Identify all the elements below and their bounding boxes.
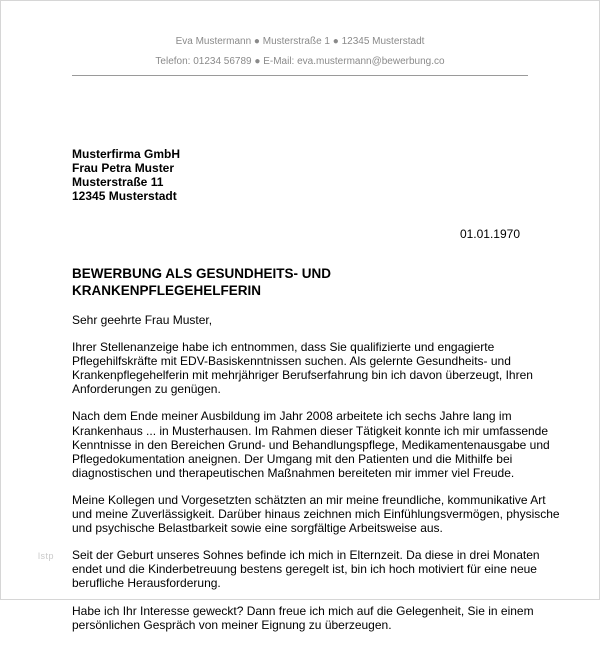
paragraph-line: endet und die Kinderbetreuung bestens geregelt ist, bin ich hoch motiviert für eine neue bbox=[72, 562, 537, 577]
letter-body bbox=[72, 313, 560, 645]
paragraph-line: Nach dem Ende meiner Ausbildung im Jahr 2008 arbeitete ich sechs Jahre lang im bbox=[72, 409, 512, 424]
body-paragraph bbox=[72, 604, 532, 632]
header-divider bbox=[72, 75, 528, 76]
subject-line: KRANKENPFLEGEHELFERIN bbox=[72, 283, 262, 298]
paragraph-line: Meine Kollegen und Vorgesetzten schätzten an mir meine freundliche, kommunikative Art bbox=[72, 492, 546, 507]
paragraph-line: Pflegehilfskräfte mit EDV-Basiskenntnissen suchen. Als gelernte Gesundheits- und bbox=[72, 354, 511, 369]
paragraph-line: Anforderungen zu genügen. bbox=[72, 382, 221, 397]
recipient-street: Musterstraße 11 bbox=[72, 175, 164, 189]
paragraph-line: Pflegedokumentation aneignen. Der Umgang mit den Patienten und die Mithilfe bei bbox=[72, 451, 513, 466]
paragraph-line: und psychische Belastbarkeit sowie eine sorgfältige Arbeitsweise aus. bbox=[72, 521, 443, 536]
subject-line: BEWERBUNG ALS GESUNDHEITS- UND bbox=[72, 266, 332, 281]
paragraph-line: berufliche Herausforderung. bbox=[72, 576, 221, 591]
recipient-city: 12345 Musterstadt bbox=[72, 189, 177, 203]
body-paragraph bbox=[72, 340, 532, 396]
sender-address-line: Eva Mustermann ● Musterstraße 1 ● 12345 Musterstadt bbox=[175, 36, 425, 47]
watermark: lstp bbox=[38, 551, 55, 561]
body-paragraph bbox=[72, 492, 560, 536]
paragraph-line: Kenntnisse in den Bereichen Grund- und Behandlungspflege, Medikamentenausgabe und bbox=[72, 437, 550, 452]
salutation: Sehr geehrte Frau Muster, bbox=[72, 313, 213, 327]
paragraph-line: und meine Zuverlässigkeit. Darüber hinaus zeichnen mich Einfühlungsvermögen, physische bbox=[72, 507, 560, 522]
recipient-name: Frau Petra Muster bbox=[72, 161, 175, 175]
recipient-address-block bbox=[72, 147, 180, 203]
recipient-company: Musterfirma GmbH bbox=[72, 147, 181, 161]
body-paragraph bbox=[72, 548, 540, 591]
paragraph-line: Seit der Geburt unseres Sohnes befinde ich mich in Elternzeit. Da diese in drei Monaten bbox=[72, 548, 540, 563]
paragraph-line: Krankenpflegehelferin mit mehrjähriger Berufserfahrung bin ich davon überzeugt, Ihren bbox=[72, 368, 533, 383]
letter-subject bbox=[72, 265, 532, 299]
sender-contact-line: Telefon: 01234 56789 ● E-Mail: eva.mustermann@bewerbung.co bbox=[155, 56, 445, 67]
letter-date: 01.01.1970 bbox=[459, 227, 520, 241]
body-paragraphs bbox=[72, 340, 560, 632]
paragraph-line: persönlichen Gespräch von meiner Eignung zu überzeugen. bbox=[72, 617, 392, 632]
paragraph-line: Ihrer Stellenanzeige habe ich entnommen, dass Sie qualifizierte und engagierte bbox=[72, 340, 495, 355]
paragraph-line: Krankenhaus ... in Musterhausen. Im Rahmen dieser Tätigkeit konnte ich mir umfassende bbox=[72, 423, 549, 438]
paragraph-line: Habe ich Ihr Interesse geweckt? Dann freue ich mich auf die Gelegenheit, Sie in einem bbox=[72, 603, 534, 618]
paragraph-line: diagnostischen und therapeutischen Maßnahmen bereiteten mir immer viel Freude. bbox=[72, 465, 515, 480]
body-paragraph bbox=[72, 409, 550, 480]
